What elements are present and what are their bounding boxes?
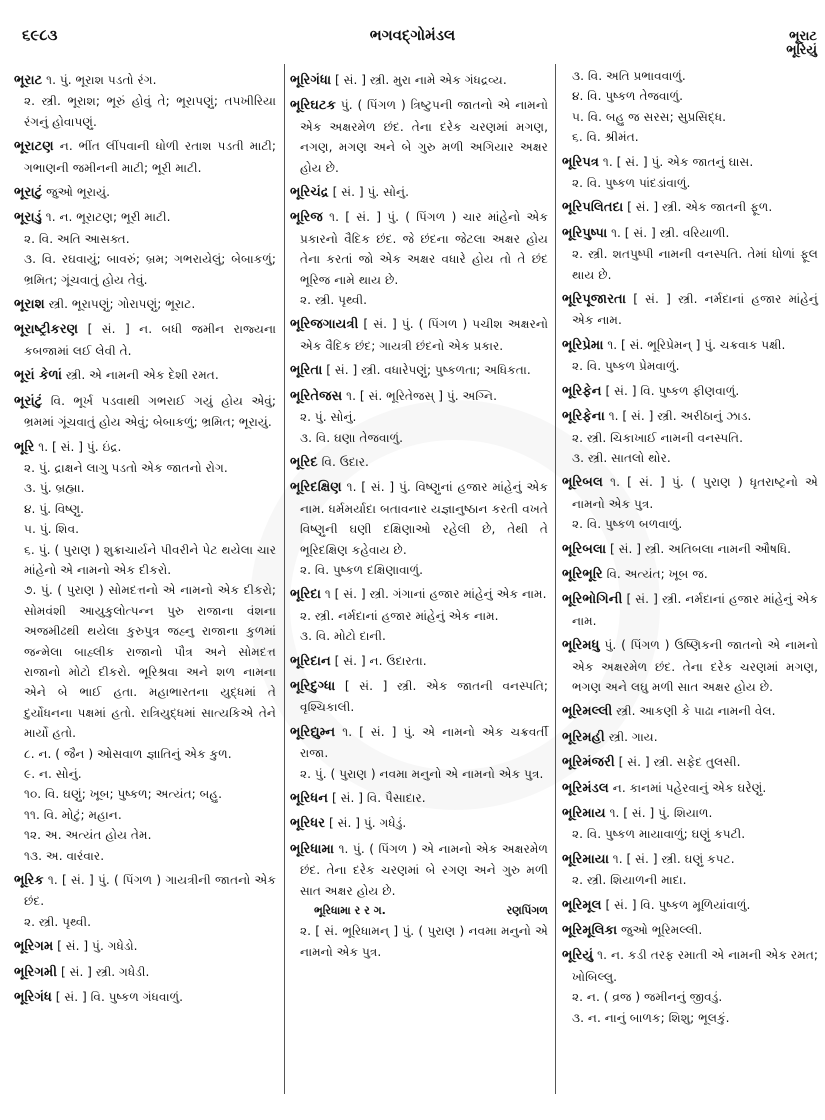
dictionary-entry	[290, 95, 548, 178]
sub-definition: ૪. વિ. પુષ્કળ તેજવાળું.	[572, 89, 684, 104]
definition: [ સં. ] વિ. પૈસાદાર.	[331, 791, 426, 805]
definition: જુઓ ભૂરાયું.	[46, 185, 110, 200]
definition: પું. ( પિંગળ ) ત્રિષ્ટુપની જાતનો એ નામનો એક અક્ષરમેળ છંદ. તેના દરેક ચરણમાં મગણ, નગણ, મગણ અને બે ગુરુ મળી અગિયાર અક્ષર હોય છે.	[300, 98, 548, 175]
headword: ભૂરિબલ	[562, 475, 603, 491]
headword: ભૂરિબલા	[562, 541, 607, 557]
dictionary-entry	[562, 803, 818, 824]
sub-definition: ૨. સ્ત્રી. પૃથ્વી.	[300, 293, 367, 308]
definition: [ સં. ] સ્ત્રી. ગધેડી.	[60, 964, 150, 979]
sub-definition: ૨. સ્ત્રી. શતપુષ્પી નામની વનસ્પતિ. તેમાં ધોળાં ફૂલ થાય છે.	[572, 247, 818, 282]
sub-definition: ૫. વિ. બહુ જ સરસ; સુપ્રસિદ્ધ.	[572, 109, 727, 124]
sub-definition: ૨. સ્ત્રી. નર્મદાનાં હજાર માંહેનું એક નામ.	[300, 608, 499, 623]
definition: [ સં. ] સ્ત્રી. સફેદ તુલસી.	[618, 755, 741, 770]
definition: સ્ત્રી. ભૂરાપણું; ગોરાપણું; ભૂરાટ.	[48, 297, 196, 312]
definition: સ્ત્રી. આકણી કે પાઢા નામની વેલ.	[616, 704, 776, 719]
headword: ભૂરિદા	[290, 587, 321, 603]
definition: ૧. [ સં. ] પું. શિયાળ.	[609, 806, 713, 820]
dictionary-entry	[290, 386, 548, 407]
dictionary-entry	[14, 987, 276, 1008]
sub-definition: ૨. વિ. પુષ્કળ બળવાળું.	[572, 517, 683, 532]
headword: ભૂરિધર	[290, 816, 326, 832]
definition: ૧. [ સં. ભૂરિપ્રેમન્ ] પું. ચક્રવાક પક્ષી.	[607, 337, 786, 352]
sub-definition: ૨. સ્ત્રી. શિયાળની માદા.	[572, 873, 687, 888]
sub-definition: ૨. પું. સોનું.	[300, 410, 357, 425]
headword: ભૂરિપ્રેમા	[562, 337, 604, 353]
column-divider	[555, 64, 556, 1094]
dictionary-entry	[562, 727, 818, 748]
headword: ભૂરિગંધ	[14, 990, 52, 1006]
definition: ન. ભીંત લીંપવાની ધોળી રતાશ પડતી માટી; ગભાણની જમીનની માટી; ભૂરી માટી.	[24, 139, 276, 175]
definition: સ્ત્રી. એ નામની એક દેશી રમત.	[65, 368, 219, 383]
headword: ભૂરિફેન	[562, 383, 602, 399]
page-title: ભગવદ્ગોમંડલ	[369, 26, 456, 44]
definition: ૧. [ સં. ] સ્ત્રી. વરિયાળી.	[611, 225, 730, 240]
headword: ભૂરિતા	[290, 363, 323, 379]
headword: ભૂરિધામા	[290, 841, 335, 857]
headword: ભૂરિચંદ્ર	[290, 185, 329, 201]
headword: ભૂરિતેજસ	[290, 388, 343, 404]
dictionary-entry	[562, 778, 818, 799]
sub-definition: ૨. સ્ત્રી. ભૂરાશ; ભૂરું હોવું તે; ભૂરાપણું; તપખીરિયા રંગનું હોવાપણું.	[24, 94, 276, 129]
sub-definition: ૮. ન. ( જૈન ) ઓસવાળ જ્ઞાતિનું એક કુળ.	[24, 746, 232, 761]
dictionary-entry	[562, 895, 818, 916]
sub-definition: ૩. વિ. અતિ પ્રભાવવાળું.	[572, 69, 686, 83]
dictionary-entry	[290, 360, 548, 381]
definition: ૧. [ સં. ] પું. ( પુરાણ ) ધૃતરાષ્ટ્રનો એ નામનો એક પુત્ર.	[572, 475, 818, 511]
guide-word-last: ભૂરિયું	[786, 43, 817, 58]
definition: [ સં. ] સ્ત્રી. અતિબલા નામની ઔષધિ.	[610, 541, 792, 556]
dictionary-entry	[562, 752, 818, 773]
sub-definition: ૨. વિ. પુષ્કળ માયાવાળું; ઘણું કપટી.	[572, 827, 746, 842]
sub-definition: ૬. વિ. શ્રીમંત.	[572, 130, 639, 145]
definition: ૧. [ સં. ] સ્ત્રી. અરીઠાનું ઝાડ.	[608, 409, 752, 424]
sub-definition: ૨. ન. ( વ્રજ ) જમીનનું જીવડું.	[572, 990, 723, 1005]
dictionary-entry	[290, 722, 548, 764]
dictionary-entry	[14, 182, 276, 203]
definition: [ સં. ] પું. ગધેડું.	[328, 816, 407, 831]
dictionary-entry	[14, 319, 276, 361]
headword: ભૂરિદ્યુમ્ન	[290, 724, 336, 740]
dictionary-entry	[562, 945, 818, 987]
definition: ૧. [ સં. ] પું. એક જાતનું ઘાસ.	[602, 154, 754, 169]
definition: [ સં. ] વિ. પુષ્કળ ગંધવાળું.	[55, 990, 183, 1005]
sub-definition: ૩. સ્ત્રી. સાતલો થોર.	[572, 450, 671, 465]
guide-word-first: ભૂરાટ	[789, 29, 817, 44]
sub-definition: ૬. પું. ( પુરાણ ) શુક્રાચાર્યને પીવરીને પેટ થયેલા ચાર માંહેનો એ નામનો એક દીકરો.	[24, 542, 276, 577]
dictionary-entry	[562, 223, 818, 244]
sub-definition: ૨. [ સં. ભૂરિધામન્ ] પું. ( પુરાણ ) નવમા મનુનો એ નામનો એક પુત્ર.	[300, 924, 548, 959]
headword: ભૂરિદાન	[290, 653, 331, 669]
dictionary-entry	[14, 136, 276, 178]
headword: ભૂરિગમી	[14, 964, 58, 980]
definition: સ્ત્રી. ગાય.	[608, 729, 658, 744]
verse-citation	[290, 901, 548, 921]
definition: ૧. [ સં. ] પું. એ નામનો એક ચક્રવર્તી રાજા.	[300, 724, 548, 761]
sub-definition: ૨. વિ. પુષ્કળ દક્ષિણાવાળું.	[300, 562, 424, 577]
headword: ભૂરિપત્ર	[562, 154, 600, 170]
headword: ભૂરિમલ્લી	[562, 704, 613, 720]
headword: ભૂરિગમ	[14, 939, 54, 955]
headword: ભૂરિમાયા	[562, 851, 609, 867]
definition: વિ. અત્યંત; ખૂબ જ.	[606, 566, 708, 581]
headword: ભૂરિપલિતદા	[562, 200, 624, 216]
dictionary-entry	[290, 813, 548, 834]
headword: ભૂરિક	[14, 873, 44, 889]
dictionary-entry	[562, 564, 818, 585]
column-3	[562, 66, 818, 1028]
sub-definition: ૨. પું. ( પુરાણ ) નવમા મનુનો એ નામનો એક પુત્ર.	[300, 766, 544, 781]
dictionary-entry	[290, 477, 548, 560]
sub-definition: ૩. વિ. રઘવાયું; બાવરું; બ્રમ; ગભરાયેલું; બેબાકળું; ભ્રમિત; ગૂંચવાતું હોય તેવું.	[24, 252, 276, 287]
headword: ભૂરિભોગિની	[562, 592, 623, 608]
definition: [ સં. ] વિ. પુષ્કળ ફીણવાળું.	[605, 383, 740, 398]
headword: ભૂરિદ	[290, 454, 318, 470]
headword: ભૂરિજગાયત્રી	[290, 317, 359, 333]
column-divider	[284, 64, 285, 1094]
definition: ૧. [ સં. ] પું. ઇંદ્ર.	[38, 439, 122, 454]
headword: ભૂરિદક્ષિણ	[290, 480, 342, 496]
dictionary-entry	[562, 335, 818, 356]
sub-definition: ૨. વિ. પુષ્કળ પાંદડાંવાળું.	[572, 176, 691, 191]
headword: ભૂરાશ	[14, 297, 45, 313]
sub-definition: ૫. પું. શિવ.	[24, 522, 80, 537]
definition: [ સં. ] પું. ( પિંગળ ) પચીશ અક્ષરનો એક વૈદિક છંદ; ગાયત્રી છંદનો એક પ્રકાર.	[300, 317, 548, 353]
definition: [ સં. ] ન. ઉદારતા.	[334, 653, 427, 668]
definition: પું. ( પિંગળ ) ઉષ્ણિકની જાતનો એ નામનો એક અક્ષરમેળ છંદ. તેના દરેક ચરણમાં મગણ, ભગણ અને લઘુ મળી સાત અક્ષર હોય છે.	[572, 638, 818, 694]
headword: ભૂરિભૂરિ	[562, 566, 603, 582]
definition: [ સં. ] પું. ગધેડો.	[57, 939, 138, 954]
dictionary-entry	[290, 314, 548, 356]
sub-definition: ૨. સ્ત્રી. પૃથ્વી.	[24, 914, 91, 929]
dictionary-entry	[14, 870, 276, 912]
dictionary-entry	[14, 294, 276, 315]
dictionary-entry	[562, 472, 818, 514]
dictionary-entry	[562, 920, 818, 941]
definition: ૧. [ સં. ભૂરિતેજસ્ ] પું. અગ્નિ.	[346, 388, 497, 403]
dictionary-entry	[562, 589, 818, 631]
headword: ભૂરિમાય	[562, 806, 606, 821]
definition: [ સં. ] સ્ત્રી. એક જાતની ફૂળ.	[627, 200, 773, 215]
headword: ભૂરિમૂલ	[562, 897, 602, 913]
dictionary-entry	[290, 452, 548, 473]
sub-definition: ૯. ન. સોનું.	[24, 767, 82, 781]
headword: ભૂરિમહી	[562, 729, 605, 745]
sub-definition: ૨. વિ. પુષ્કળ પ્રેમવાળું.	[572, 359, 680, 374]
definition: ૧ [ સં. ] સ્ત્રી. ગંગાનાં હજાર માંહેનું એક નામ.	[324, 587, 547, 602]
dictionary-entry	[14, 70, 276, 91]
headword: ભૂરિયું	[562, 948, 594, 964]
dictionary-entry	[562, 635, 818, 697]
headword: ભૂરિધન	[290, 791, 329, 806]
definition: ૧. ન. ભૂરાટણ; ભૂરી માટી.	[45, 210, 171, 225]
headword: ભૂરિમધુ	[562, 638, 600, 654]
verse-source: રણપિંગળ	[506, 904, 548, 918]
headword: ભૂરાટણ	[14, 139, 54, 155]
definition: [ સં. ] સ્ત્રી. નર્મદાનાં હજાર માંહેનું એક નામ.	[572, 292, 819, 328]
dictionary-entry	[290, 839, 548, 901]
definition: વિ. ભૂર્ખ પડવાથી ગભરાઈ ગયું હોય એવું; ભ્રમમાં ગૂંચવાતું હોય એવું; બેબાકળું; ભ્રમિત; ભૂરાયું.	[24, 393, 277, 430]
headword: ભૂરાટ	[14, 73, 43, 88]
headword: ભૂરિદુગ્ધા	[290, 678, 336, 694]
definition: જુઓ ભૂરિમલ્લી.	[621, 923, 703, 938]
headword: ભૂરાડું	[14, 210, 42, 226]
dictionary-entry	[14, 365, 276, 386]
definition: [ સં. ] સ્ત્રી. નર્મદાનાં હજાર માંહેનું એક નામ.	[572, 592, 818, 628]
sub-definition: ૭. પું. ( પુરાણ ) સોમદત્તનો એ નામનો એક દીકરો; સોમવંશી આયુકુલોત્પન્ન પુરુ રાજાના વંશના અજમીઢથી થયેલા કુરુપુત્ર જહ્નુ રાજાના કુળમાં જન્મેલા બાહ્લીક રાજાનો પૌત્ર અને સોમદત્ત રાજાનો મોટો દીકરો. ભૂરિશ્રવા અને શળ નામના એને બે ભાઈ હતા. મહાભારતના યુદ્ધમાં તે દુર્યોધનના પક્ષમાં હતો. રાત્રિયુદ્ધમાં સાત્યકિએ તેને માર્યો હતો.	[24, 583, 276, 741]
headword: ભૂરાટું	[14, 185, 43, 201]
verse-text: ભૂરિધામા ર ર ગ.	[314, 904, 386, 918]
dictionary-entry	[290, 788, 548, 809]
dictionary-entry	[562, 701, 818, 722]
dictionary-entry	[290, 676, 548, 718]
definition: ૧. [ સં. ] પું. વિષ્ણુનાં હજાર માંહેનું એક નામ. ધર્મમર્યાદા બતાવનાર યજ્ઞાનુષ્ઠાન કરતી વખતે વિષ્ણુની ઘણી દક્ષિણાઓ રહેલી છે, તેથી તે ભૂરિદક્ષિણ કહેવાય છે.	[300, 480, 549, 557]
dictionary-entry	[290, 70, 548, 91]
headword: ભૂરિમૂલિકા	[562, 923, 618, 939]
definition: ૧. [ સં. ] સ્ત્રી. ઘણું કપટ.	[612, 851, 735, 866]
headword: ભૂરાંટું	[14, 393, 43, 409]
page-number: ૬૯૮૩	[22, 26, 58, 44]
definition: ૧. ન. કડી તરફ રમાતી એ નામની એક રમત; ખોબિલ્લુ.	[572, 948, 819, 984]
column-2	[290, 66, 548, 962]
dictionary-entry	[562, 849, 818, 870]
dictionary-entry	[14, 207, 276, 228]
sub-definition: ૩. વિ. ઘણા તેજવાળું.	[300, 430, 403, 445]
dictionary-entry	[14, 437, 276, 458]
dictionary-entry	[14, 391, 276, 433]
headword: ભૂરાં કેળાં	[14, 368, 63, 384]
headword: ભૂરિમંડલ	[562, 780, 609, 796]
definition: [ સં. ] વિ. પુષ્કળ મૂળિયાંવાળું.	[605, 897, 751, 912]
dictionary-entry	[290, 651, 548, 672]
dictionary-entry	[14, 962, 276, 983]
sub-definition: ૩. ન. નાનું બાળક; શિશુ; ભૂલકું.	[572, 1010, 730, 1025]
headword: ભૂરિઘટક	[290, 98, 336, 114]
definition: [ સં. ] પું. સોનું.	[332, 185, 409, 200]
definition: [ સં. ] સ્ત્રી. મુરા નામે એક ગંધદ્રવ્ય.	[335, 73, 507, 87]
dictionary-entry	[562, 197, 818, 218]
definition: વિ. ઉદાર.	[321, 454, 369, 469]
headword: ભૂરાષ્ટ્રીકરણ	[14, 322, 79, 338]
headword: ભૂરિગંધા	[290, 73, 332, 88]
sub-definition: ૨. સ્ત્રી. ચિકાખાઈ નામની વનસ્પતિ.	[572, 430, 743, 445]
sub-definition: ૪. પું. વિષ્ણુ.	[24, 501, 84, 516]
sub-definition: ૧૩. અ. વારંવાર.	[24, 848, 105, 863]
sub-definition: ૧૧. વિ. મોટું; મહાન.	[24, 807, 122, 822]
headword: ભૂરિફેના	[562, 409, 605, 425]
dictionary-entry	[562, 406, 818, 427]
definition: [ સં. ] સ્ત્રી. વધારેપણું; પુષ્કળતા; અધિકતા.	[326, 363, 531, 378]
definition: ૧. પું. ભૂરાશ પડતો રંગ.	[46, 73, 157, 87]
definition: ન. કાનમાં પહેરવાનું એક ઘરેણું.	[612, 780, 767, 795]
column-1	[14, 66, 276, 1008]
sub-definition: ૨. પું. દ્રાક્ષને લાગુ પડતો એક જાતનો રોગ.	[24, 460, 228, 475]
definition: [ સં. ] સ્ત્રી. એક જાતની વનસ્પતિ; વૃશ્ચિકાલી.	[300, 678, 548, 715]
sub-definition: ૧૦. વિ. ઘણું; ખૂબ; પુષ્કળ; અત્યંત; બહુ.	[24, 787, 222, 802]
dictionary-entry	[14, 936, 276, 957]
definition: ૧. પું. ( પિંગળ ) એ નામનો એક અક્ષરમેળ છંદ. તેના દરેક ચરણમાં બે રગણ અને ગુરુ મળી સાત અક્ષર હોય છે.	[300, 841, 549, 898]
headword: ભૂરિમંજરી	[562, 755, 615, 771]
sub-definition: ૩. વિ. મોટો દાની.	[300, 629, 386, 644]
headword: ભૂરિપૂજારતા	[562, 292, 626, 308]
guide-words	[786, 30, 817, 58]
definition: ૧. [ સં. ] પું. ( પિંગળ ) ગાયત્રીની જાતનો એક છંદ.	[24, 873, 276, 909]
sub-definition: ૨. વિ. અતિ આસક્ત.	[24, 231, 130, 246]
dictionary-entry	[562, 539, 818, 560]
dictionary-entry	[562, 381, 818, 402]
dictionary-entry	[290, 584, 548, 605]
sub-definition: ૩. પું. બ્રહ્મા.	[24, 481, 85, 496]
sub-definition: ૧૨. અ. અત્યંત હોય તેમ.	[24, 828, 152, 843]
dictionary-entry	[562, 152, 818, 173]
dictionary-entry	[562, 289, 818, 331]
definition: ૧. [ સં. ] પું. ( પિંગળ ) ચાર માંહેનો એક પ્રકારનો વૈદિક છંદ. જે છંદના જેટલા અક્ષર હોય તેના કરતાં જો એક અક્ષર વધારે હોય તો તે છંદ ભૂરિજ નામે થાય છે.	[300, 210, 548, 287]
definition: [ સં. ] ન. બધી જમીન રાજ્યના કબજામાં લઈ લેવી તે.	[24, 322, 277, 358]
headword: ભૂરિ	[14, 439, 35, 455]
headword: ભૂરિજ	[290, 210, 323, 226]
dictionary-entry	[290, 207, 548, 290]
dictionary-entry	[290, 182, 548, 203]
headword: ભૂરિપુષ્પા	[562, 225, 608, 241]
